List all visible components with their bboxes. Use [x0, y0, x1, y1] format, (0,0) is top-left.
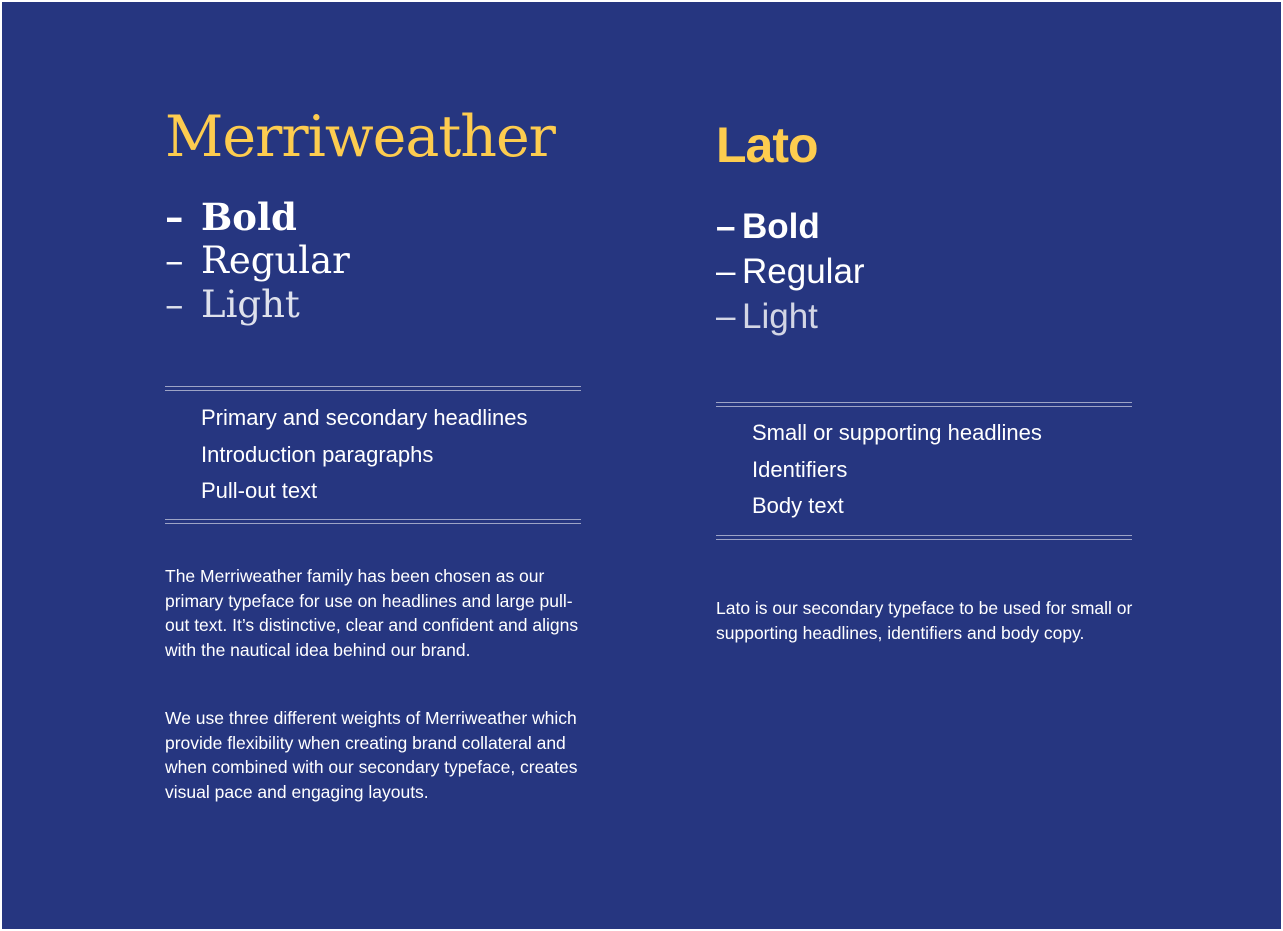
merriweather-description: The Merriweather family has been chosen as our primary typeface for use on headlines and large pull-out text. It’s distinctive, clear and confident and aligns with the nautical idea behind our brand. — [165, 566, 579, 660]
lato-weight-regular — [716, 249, 865, 294]
merriweather-weight-light — [165, 283, 350, 327]
weight-label: Bold — [201, 195, 297, 239]
lato-weight-bold — [716, 204, 865, 249]
lato-description: Lato is our secondary typeface to be used for small or supporting headlines, identifiers and body copy. — [716, 598, 1133, 643]
weight-label: Light — [201, 283, 300, 326]
dash: – — [716, 207, 736, 246]
merriweather-uses-list — [201, 400, 528, 510]
lato-weights-list — [716, 204, 865, 339]
list-item: Body text — [752, 493, 844, 518]
merriweather-description: We use three different weights of Merriweather which provide flexibility when creating brand collateral and when combined with our secondary typeface, creates visual pace and engaging layouts. — [165, 708, 578, 802]
dash: – — [716, 252, 736, 291]
lato-weight-light — [716, 294, 865, 339]
dash: – — [716, 297, 736, 336]
merriweather-weight-bold — [165, 195, 350, 239]
list-item: Primary and secondary headlines — [201, 405, 528, 430]
lato-title: Lato — [716, 117, 818, 173]
merriweather-weights-list — [165, 195, 350, 327]
lato-uses-list — [752, 415, 1042, 525]
weight-label: Regular — [742, 252, 865, 291]
divider-rule — [165, 386, 581, 391]
merriweather-title: Merriweather — [165, 104, 555, 170]
weight-label: Light — [742, 297, 818, 336]
dash: – — [165, 239, 184, 282]
dash: – — [165, 283, 184, 326]
merriweather-weight-regular — [165, 239, 350, 283]
list-item: Identifiers — [752, 456, 848, 482]
weight-label: Bold — [742, 207, 820, 246]
list-item: Pull-out text — [201, 478, 318, 503]
weight-label: Regular — [201, 239, 350, 282]
list-item: Small or supporting headlines — [752, 420, 1042, 445]
divider-rule — [716, 535, 1132, 540]
dash: – — [165, 195, 184, 239]
divider-rule — [165, 519, 581, 524]
divider-rule — [716, 402, 1132, 407]
list-item: Introduction paragraphs — [201, 441, 434, 467]
typography-page — [2, 2, 1281, 929]
